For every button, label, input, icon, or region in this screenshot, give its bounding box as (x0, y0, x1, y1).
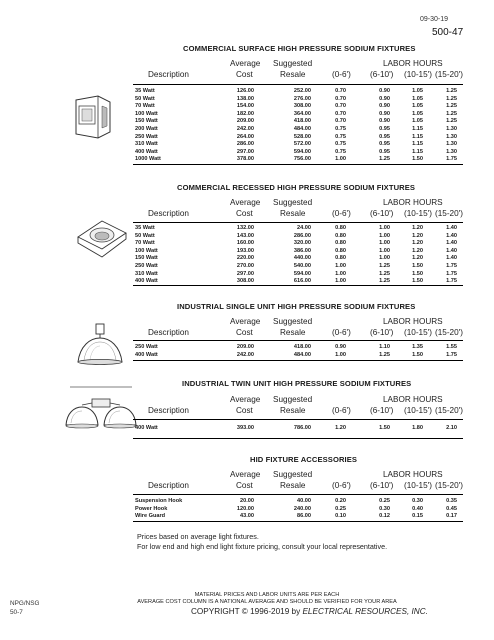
row-description: 150 Watt (135, 118, 158, 125)
section-end-rule (133, 285, 463, 286)
table-body-single-unit (133, 344, 463, 360)
header-hours-10-15: (10-15') (404, 328, 432, 337)
row-hours-15-20: 1.30 (446, 133, 457, 140)
header-hours-15-20: (15-20') (435, 481, 463, 490)
header-resale: Resale (280, 481, 306, 490)
section-title-accessories: HID FIXTURE ACCESSORIES (250, 455, 358, 464)
header-cost: Cost (236, 481, 253, 490)
row-average-cost: 209.00 (236, 344, 254, 350)
row-average-cost: 286.00 (236, 141, 254, 148)
table-row (133, 225, 463, 232)
table-row (133, 352, 463, 359)
table-row (133, 126, 463, 133)
row-hours-10-15: 0.40 (412, 505, 423, 512)
row-hours-6-10: 0.95 (379, 126, 390, 132)
row-description: Wire Guard (135, 513, 166, 520)
row-hours-0-6: 0.25 (335, 505, 346, 512)
table-header-recessed (133, 198, 463, 222)
row-hours-6-10: 0.30 (379, 505, 390, 512)
row-hours-0-6: 0.75 (335, 141, 346, 148)
header-description: Description (148, 328, 189, 337)
row-suggested-resale: 418.00 (293, 118, 311, 125)
table-row (133, 263, 463, 270)
header-hours-6-10: (6-10') (370, 209, 394, 218)
row-average-cost: 242.00 (236, 351, 254, 358)
header-resale: Resale (280, 406, 306, 415)
header-rule (133, 340, 463, 341)
row-average-cost: 43.00 (240, 513, 254, 520)
header-suggested: Suggested (273, 470, 313, 479)
row-hours-6-10: 0.95 (379, 133, 390, 140)
row-hours-10-15: 1.35 (412, 344, 423, 350)
copyright (191, 607, 428, 616)
table-row (133, 96, 463, 103)
row-hours-15-20: 1.25 (446, 118, 457, 125)
row-average-cost: 143.00 (236, 232, 254, 239)
row-hours-0-6: 0.80 (335, 247, 346, 254)
row-hours-0-6: 1.00 (335, 156, 346, 163)
row-hours-0-6: 0.75 (335, 148, 346, 155)
row-suggested-resale: 86.00 (297, 513, 311, 520)
row-description: 250 Watt (135, 263, 158, 269)
row-hours-15-20: 1.25 (446, 110, 457, 117)
section-title-twin-unit: INDUSTRIAL TWIN UNIT HIGH PRESSURE SODIUM FIXTURES (182, 379, 412, 388)
row-description: 100 Watt (135, 110, 158, 117)
row-description: 50 Watt (135, 232, 155, 239)
row-hours-15-20: 1.75 (446, 351, 457, 358)
row-description: 200 Watt (135, 126, 158, 132)
row-suggested-resale: 386.00 (293, 247, 311, 254)
row-suggested-resale: 40.00 (297, 498, 311, 504)
table-body-surface (133, 88, 463, 164)
row-hours-6-10: 1.50 (379, 425, 390, 431)
row-suggested-resale: 528.00 (293, 133, 311, 140)
header-labor-hours: LABOR HOURS (383, 395, 443, 404)
header-hours-6-10: (6-10') (370, 406, 394, 415)
row-hours-15-20: 1.55 (446, 344, 457, 350)
row-description: 1000 Watt (135, 156, 161, 163)
row-suggested-resale: 240.00 (293, 505, 311, 512)
header-average: Average (230, 198, 261, 207)
section-title-recessed: COMMERCIAL RECESSED HIGH PRESSURE SODIUM FIXTURES (177, 183, 416, 192)
row-hours-6-10: 0.90 (379, 103, 390, 110)
row-hours-0-6: 1.00 (335, 351, 346, 358)
header-suggested: Suggested (273, 198, 313, 207)
row-hours-10-15: 1.50 (412, 278, 423, 285)
table-row (133, 141, 463, 148)
row-hours-15-20: 1.75 (446, 278, 457, 285)
header-hours-10-15: (10-15') (404, 481, 432, 490)
footer-left-code-bottom: 50-7 (10, 609, 23, 616)
row-hours-6-10: 1.25 (379, 270, 390, 277)
row-suggested-resale: 594.00 (293, 148, 311, 155)
row-hours-0-6: 0.70 (335, 110, 346, 117)
row-description: 310 Watt (135, 141, 158, 148)
row-hours-10-15: 1.20 (412, 247, 423, 254)
row-hours-10-15: 0.15 (412, 513, 423, 520)
row-hours-10-15: 1.05 (412, 118, 423, 125)
row-hours-6-10: 1.00 (379, 240, 390, 247)
row-hours-10-15: 1.05 (412, 103, 423, 110)
row-description: 150 Watt (135, 255, 158, 262)
row-average-cost: 120.00 (236, 505, 254, 512)
table-row (133, 233, 463, 240)
row-hours-10-15: 1.15 (412, 126, 423, 132)
header-resale: Resale (280, 70, 306, 79)
header-labor-hours: LABOR HOURS (383, 59, 443, 68)
row-hours-15-20: 1.25 (446, 95, 457, 102)
header-labor-hours: LABOR HOURS (383, 317, 443, 326)
row-hours-15-20: 1.75 (446, 263, 457, 269)
row-hours-6-10: 1.25 (379, 351, 390, 358)
footer-line-2: AVERAGE COST COLUMN IS A NATIONAL AVERAGE AND SHOULD BE VERIFIED FOR YOUR AREA (137, 599, 397, 605)
row-suggested-resale: 594.00 (293, 270, 311, 277)
page-code: 500-47 (432, 27, 464, 38)
section-end-rule (133, 164, 463, 165)
row-description: 35 Watt (135, 225, 155, 231)
row-hours-6-10: 1.25 (379, 156, 390, 163)
row-suggested-resale: 286.00 (293, 232, 311, 239)
row-suggested-resale: 572.00 (293, 141, 311, 148)
row-hours-10-15: 1.50 (412, 156, 423, 163)
row-description: Power Hook (135, 505, 168, 512)
row-hours-0-6: 0.10 (335, 513, 346, 520)
surface-fixture-illustration (68, 92, 118, 142)
table-body-recessed (133, 225, 463, 285)
recessed-fixture-illustration (72, 215, 130, 267)
table-header-twin-unit (133, 395, 463, 419)
table-row (133, 134, 463, 141)
table-header-accessories (133, 470, 463, 494)
copyright-company: ELECTRICAL RESOURCES, INC. (302, 607, 428, 616)
row-suggested-resale: 364.00 (293, 110, 311, 117)
table-row (133, 103, 463, 110)
row-average-cost: 242.00 (236, 126, 254, 132)
header-hours-15-20: (15-20') (435, 209, 463, 218)
table-body-twin-unit (133, 425, 463, 434)
row-hours-15-20: 0.45 (446, 505, 457, 512)
header-rule (133, 419, 463, 420)
row-hours-15-20: 1.30 (446, 148, 457, 155)
header-cost: Cost (236, 328, 253, 337)
table-header-single-unit (133, 317, 463, 341)
row-hours-0-6: 0.70 (335, 118, 346, 125)
row-average-cost: 182.00 (236, 110, 254, 117)
header-hours-0-6: (0-6') (332, 328, 351, 337)
row-hours-6-10: 1.00 (379, 225, 390, 231)
header-hours-10-15: (10-15') (404, 209, 432, 218)
row-average-cost: 193.00 (236, 247, 254, 254)
row-suggested-resale: 308.00 (293, 103, 311, 110)
header-average: Average (230, 470, 261, 479)
row-average-cost: 160.00 (236, 240, 254, 247)
row-description: 400 Watt (135, 351, 158, 358)
table-header-surface (133, 59, 463, 83)
row-hours-0-6: 0.90 (335, 344, 346, 350)
row-hours-6-10: 0.95 (379, 141, 390, 148)
row-suggested-resale: 540.00 (293, 263, 311, 269)
header-resale: Resale (280, 209, 306, 218)
header-hours-6-10: (6-10') (370, 328, 394, 337)
row-suggested-resale: 484.00 (293, 351, 311, 358)
header-average: Average (230, 317, 261, 326)
row-average-cost: 308.00 (236, 278, 254, 285)
table-row (133, 271, 463, 278)
page-date: 09-30-19 (420, 16, 449, 23)
row-hours-6-10: 1.10 (379, 344, 390, 350)
header-hours-6-10: (6-10') (370, 70, 394, 79)
section-end-rule (133, 521, 463, 522)
row-hours-10-15: 1.15 (412, 148, 423, 155)
header-description: Description (148, 481, 189, 490)
row-hours-15-20: 1.25 (446, 103, 457, 110)
table-row (133, 498, 463, 505)
row-hours-6-10: 1.00 (379, 255, 390, 262)
row-hours-10-15: 1.20 (412, 240, 423, 247)
row-hours-15-20: 1.75 (446, 270, 457, 277)
header-hours-6-10: (6-10') (370, 481, 394, 490)
row-description: 70 Watt (135, 103, 155, 110)
row-hours-15-20: 1.25 (446, 88, 457, 94)
row-average-cost: 154.00 (236, 103, 254, 110)
row-average-cost: 297.00 (236, 270, 254, 277)
row-hours-0-6: 0.70 (335, 88, 346, 94)
table-row (133, 513, 463, 520)
row-hours-0-6: 0.75 (335, 133, 346, 140)
header-hours-15-20: (15-20') (435, 70, 463, 79)
row-hours-10-15: 1.20 (412, 255, 423, 262)
row-average-cost: 378.00 (236, 156, 254, 163)
pricing-note-1: Prices based on average light fixtures. (137, 532, 259, 541)
row-description: 400 Watt (135, 148, 158, 155)
row-suggested-resale: 276.00 (293, 95, 311, 102)
row-average-cost: 393.00 (236, 425, 254, 431)
row-suggested-resale: 252.00 (293, 88, 311, 94)
row-hours-6-10: 1.00 (379, 247, 390, 254)
section-title-surface: COMMERCIAL SURFACE HIGH PRESSURE SODIUM FIXTURES (183, 44, 416, 53)
table-row (133, 255, 463, 262)
row-hours-15-20: 1.40 (446, 232, 457, 239)
row-hours-15-20: 1.30 (446, 126, 457, 132)
row-average-cost: 209.00 (236, 118, 254, 125)
row-hours-10-15: 1.50 (412, 351, 423, 358)
row-description: 400 Watt (135, 278, 158, 285)
row-hours-10-15: 1.20 (412, 225, 423, 231)
header-description: Description (148, 406, 189, 415)
table-row (133, 506, 463, 513)
row-hours-0-6: 1.20 (335, 425, 346, 431)
footer-left-code-top: NPG/NSG (10, 600, 40, 607)
row-hours-6-10: 0.90 (379, 95, 390, 102)
row-suggested-resale: 24.00 (297, 225, 311, 231)
row-hours-0-6: 0.70 (335, 95, 346, 102)
header-average: Average (230, 59, 261, 68)
row-hours-15-20: 2.10 (446, 425, 457, 431)
header-cost: Cost (236, 209, 253, 218)
header-description: Description (148, 70, 189, 79)
row-description: 70 Watt (135, 240, 155, 247)
section-end-rule (133, 438, 463, 439)
footer-line-1: MATERIAL PRICES AND LABOR UNITS ARE PER EACH (194, 592, 340, 598)
row-description: 50 Watt (135, 95, 155, 102)
row-hours-0-6: 0.80 (335, 240, 346, 247)
table-row (133, 248, 463, 255)
row-description: 310 Watt (135, 270, 158, 277)
row-hours-6-10: 0.25 (379, 498, 390, 504)
section-end-rule (133, 360, 463, 361)
row-average-cost: 270.00 (236, 263, 254, 269)
table-row (133, 156, 463, 163)
row-hours-15-20: 1.40 (446, 247, 457, 254)
header-hours-0-6: (0-6') (332, 481, 351, 490)
row-hours-0-6: 0.70 (335, 103, 346, 110)
row-hours-15-20: 0.35 (446, 498, 457, 504)
row-hours-0-6: 0.80 (335, 255, 346, 262)
pricing-note-2: For low end and high end light fixture pricing, consult your local representative. (137, 542, 388, 551)
row-hours-10-15: 1.50 (412, 270, 423, 277)
row-hours-6-10: 0.95 (379, 148, 390, 155)
row-hours-15-20: 1.30 (446, 141, 457, 148)
row-average-cost: 297.00 (236, 148, 254, 155)
row-hours-15-20: 1.40 (446, 240, 457, 247)
row-hours-10-15: 1.05 (412, 110, 423, 117)
row-average-cost: 20.00 (240, 498, 254, 504)
row-hours-0-6: 1.00 (335, 270, 346, 277)
header-rule (133, 84, 463, 85)
row-average-cost: 132.00 (236, 225, 254, 231)
row-hours-6-10: 0.12 (379, 513, 390, 520)
row-hours-10-15: 0.30 (412, 498, 423, 504)
row-description: 35 Watt (135, 88, 155, 94)
table-row (133, 111, 463, 118)
row-hours-0-6: 1.00 (335, 263, 346, 269)
row-hours-15-20: 1.75 (446, 156, 457, 163)
row-hours-6-10: 1.25 (379, 263, 390, 269)
row-average-cost: 138.00 (236, 95, 254, 102)
header-rule (133, 494, 463, 495)
row-hours-15-20: 1.40 (446, 225, 457, 231)
table-body-accessories (133, 498, 463, 521)
row-hours-15-20: 1.40 (446, 255, 457, 262)
copyright-prefix: COPYRIGHT © 1996-2019 by (191, 607, 303, 616)
row-hours-6-10: 1.25 (379, 278, 390, 285)
header-cost: Cost (236, 406, 253, 415)
row-suggested-resale: 756.00 (293, 156, 311, 163)
row-average-cost: 264.00 (236, 133, 254, 140)
row-suggested-resale: 440.00 (293, 255, 311, 262)
section-title-single-unit: INDUSTRIAL SINGLE UNIT HIGH PRESSURE SODIUM FIXTURES (177, 302, 416, 311)
header-hours-15-20: (15-20') (435, 328, 463, 337)
row-average-cost: 220.00 (236, 255, 254, 262)
row-hours-10-15: 1.15 (412, 141, 423, 148)
header-hours-10-15: (10-15') (404, 70, 432, 79)
row-hours-10-15: 1.50 (412, 263, 423, 269)
row-hours-0-6: 0.80 (335, 225, 346, 231)
row-description: 250 Watt (135, 344, 158, 350)
row-description: 100 Watt (135, 247, 158, 254)
table-row (133, 425, 463, 432)
row-hours-10-15: 1.15 (412, 133, 423, 140)
header-hours-10-15: (10-15') (404, 406, 432, 415)
header-description: Description (148, 209, 189, 218)
row-description: 250 Watt (135, 133, 158, 140)
header-rule (133, 222, 463, 223)
table-row (133, 240, 463, 247)
header-hours-0-6: (0-6') (332, 209, 351, 218)
table-row (133, 149, 463, 156)
table-row (133, 344, 463, 351)
row-description: Suspension Hook (135, 498, 183, 504)
twin-unit-fixture-illustration (62, 383, 140, 435)
row-description: 400 Watt (135, 425, 158, 431)
header-hours-0-6: (0-6') (332, 406, 351, 415)
row-hours-0-6: 0.75 (335, 126, 346, 132)
row-suggested-resale: 418.00 (293, 344, 311, 350)
header-suggested: Suggested (273, 59, 313, 68)
table-row (133, 88, 463, 95)
header-resale: Resale (280, 328, 306, 337)
row-hours-0-6: 0.80 (335, 232, 346, 239)
row-hours-10-15: 1.05 (412, 95, 423, 102)
row-hours-0-6: 1.00 (335, 278, 346, 285)
row-suggested-resale: 616.00 (293, 278, 311, 285)
row-hours-10-15: 1.20 (412, 232, 423, 239)
header-average: Average (230, 395, 261, 404)
header-cost: Cost (236, 70, 253, 79)
row-hours-6-10: 0.90 (379, 110, 390, 117)
row-hours-10-15: 1.05 (412, 88, 423, 94)
row-hours-0-6: 0.20 (335, 498, 346, 504)
row-suggested-resale: 320.00 (293, 240, 311, 247)
row-hours-6-10: 0.90 (379, 118, 390, 125)
row-suggested-resale: 786.00 (293, 425, 311, 431)
header-suggested: Suggested (273, 395, 313, 404)
header-hours-15-20: (15-20') (435, 406, 463, 415)
header-suggested: Suggested (273, 317, 313, 326)
header-hours-0-6: (0-6') (332, 70, 351, 79)
header-labor-hours: LABOR HOURS (383, 198, 443, 207)
single-unit-fixture-illustration (72, 322, 128, 366)
header-labor-hours: LABOR HOURS (383, 470, 443, 479)
row-average-cost: 126.00 (236, 88, 254, 94)
row-hours-6-10: 1.00 (379, 232, 390, 239)
row-hours-10-15: 1.80 (412, 425, 423, 431)
row-hours-6-10: 0.90 (379, 88, 390, 94)
table-row (133, 118, 463, 125)
row-suggested-resale: 484.00 (293, 126, 311, 132)
row-hours-15-20: 0.17 (446, 513, 457, 520)
